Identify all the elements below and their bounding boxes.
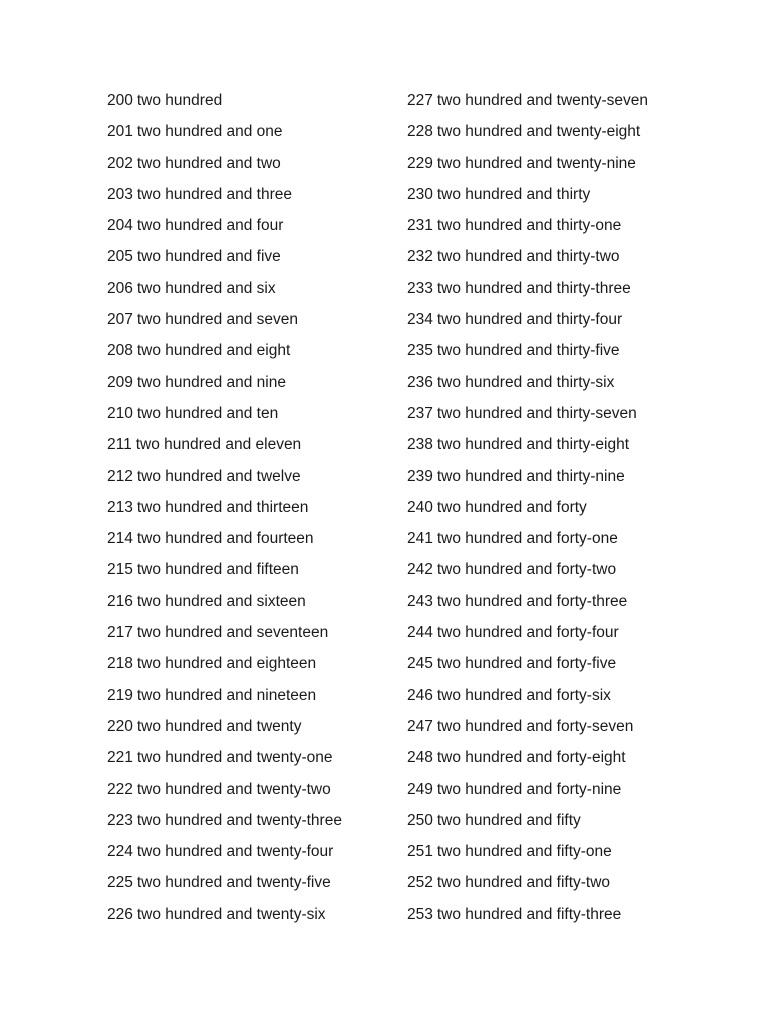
entry-words: two hundred and nineteen [136, 686, 317, 704]
entry-number: 247 [407, 717, 433, 735]
list-item [407, 90, 737, 121]
entry-words: two hundred [136, 92, 223, 109]
entry-words: two hundred and thirty-four [436, 311, 623, 329]
list-item [407, 716, 737, 747]
entry-number: 245 [407, 655, 433, 673]
entry-number: 219 [107, 686, 133, 704]
list-item [107, 497, 397, 528]
entry-words: two hundred and twenty-three [136, 811, 342, 829]
entry-number: 234 [407, 311, 433, 329]
list-item [107, 434, 397, 465]
entry-number: 229 [407, 154, 433, 172]
entry-words: two hundred and twenty-four [136, 843, 334, 861]
list-item [107, 184, 397, 215]
entry-number: 221 [107, 749, 133, 767]
entry-words: two hundred and twenty-five [136, 874, 331, 892]
entry-words: two hundred and twenty-seven [436, 92, 648, 109]
entry-words: two hundred and two [136, 154, 281, 172]
entry-number: 218 [107, 655, 133, 673]
entry-number: 225 [107, 874, 133, 892]
list-item [407, 841, 737, 872]
list-item [107, 747, 397, 778]
entry-number: 202 [107, 154, 133, 172]
entry-words: two hundred and twenty-two [136, 780, 331, 798]
entry-number: 231 [407, 217, 433, 235]
entry-words: two hundred and twenty [136, 717, 302, 735]
list-item [407, 810, 737, 841]
list-item [407, 904, 737, 935]
entry-number: 243 [407, 592, 433, 610]
entry-words: two hundred and forty-two [436, 561, 617, 579]
list-item [107, 403, 397, 434]
entry-number: 200 [107, 92, 133, 109]
entry-words: two hundred and twenty-six [136, 905, 326, 923]
list-item [107, 841, 397, 872]
entry-words: two hundred and eight [136, 342, 291, 360]
entry-number: 253 [407, 905, 433, 923]
list-item [407, 184, 737, 215]
list-item [107, 466, 397, 497]
list-item [107, 872, 397, 903]
entry-number: 246 [407, 686, 433, 704]
entry-words: two hundred and ten [136, 404, 279, 422]
list-item [407, 340, 737, 371]
list-item [407, 153, 737, 184]
entry-words: two hundred and forty [436, 498, 587, 516]
list-item [107, 591, 397, 622]
entry-number: 230 [407, 185, 433, 203]
list-item [107, 309, 397, 340]
entry-number: 250 [407, 811, 433, 829]
entry-words: two hundred and forty-one [436, 530, 618, 548]
list-item [407, 872, 737, 903]
list-item [107, 904, 397, 935]
entry-number: 214 [107, 530, 133, 548]
list-item [107, 153, 397, 184]
entry-words: two hundred and thirty-nine [436, 467, 625, 485]
entry-number: 217 [107, 624, 133, 642]
entry-number: 206 [107, 279, 133, 297]
entry-words: two hundred and three [136, 185, 292, 203]
entry-number: 240 [407, 498, 433, 516]
entry-words: two hundred and eighteen [136, 655, 317, 673]
entry-words: two hundred and fifty-three [436, 905, 622, 923]
list-item [107, 278, 397, 309]
number-list-left-column [107, 90, 397, 935]
entry-number: 203 [107, 185, 133, 203]
list-item [407, 653, 737, 684]
entry-words: two hundred and thirty-three [436, 279, 631, 297]
list-item [107, 215, 397, 246]
entry-number: 212 [107, 467, 133, 485]
entry-number: 207 [107, 311, 133, 329]
list-item [107, 121, 397, 152]
entry-number: 227 [407, 92, 433, 109]
list-item [107, 528, 397, 559]
entry-words: two hundred and thirty-seven [436, 404, 637, 422]
entry-words: two hundred and thirty-two [436, 248, 620, 266]
entry-words: two hundred and six [136, 279, 276, 297]
entry-words: two hundred and forty-nine [436, 780, 622, 798]
entry-number: 213 [107, 498, 133, 516]
entry-number: 204 [107, 217, 133, 235]
list-item [107, 90, 397, 121]
list-item [107, 685, 397, 716]
entry-words: two hundred and forty-eight [436, 749, 626, 767]
number-list-right-column [407, 90, 737, 935]
list-item [407, 215, 737, 246]
entry-words: two hundred and twenty-one [136, 749, 333, 767]
list-item [107, 653, 397, 684]
entry-words: two hundred and fifty-two [436, 874, 611, 892]
entry-words: two hundred and forty-six [436, 686, 611, 704]
entry-words: two hundred and thirty [436, 185, 591, 203]
entry-words: two hundred and thirty-one [436, 217, 622, 235]
entry-words: two hundred and fifty [436, 811, 581, 829]
entry-words: two hundred and twelve [136, 467, 301, 485]
list-item [407, 622, 737, 653]
entry-words: two hundred and seventeen [136, 624, 329, 642]
entry-words: two hundred and thirteen [136, 498, 309, 516]
entry-words: two hundred and seven [136, 311, 299, 329]
entry-number: 249 [407, 780, 433, 798]
list-item [107, 779, 397, 810]
entry-number: 242 [407, 561, 433, 579]
entry-number: 220 [107, 717, 133, 735]
list-item [407, 779, 737, 810]
list-item [407, 278, 737, 309]
entry-number: 235 [407, 342, 433, 360]
entry-number: 211 [107, 436, 132, 454]
entry-words: two hundred and eleven [135, 436, 302, 454]
entry-number: 209 [107, 373, 133, 391]
entry-number: 228 [407, 123, 433, 141]
entry-number: 248 [407, 749, 433, 767]
entry-number: 201 [107, 123, 133, 141]
list-item [107, 372, 397, 403]
list-item [107, 559, 397, 590]
entry-number: 210 [107, 404, 133, 422]
entry-number: 208 [107, 342, 133, 360]
entry-words: two hundred and fifty-one [436, 843, 612, 861]
entry-words: two hundred and twenty-nine [436, 154, 636, 172]
entry-number: 232 [407, 248, 433, 266]
entry-words: two hundred and four [136, 217, 284, 235]
list-item [407, 434, 737, 465]
entry-words: two hundred and thirty-eight [436, 436, 630, 454]
list-item [407, 372, 737, 403]
entry-words: two hundred and forty-four [436, 624, 619, 642]
entry-number: 223 [107, 811, 133, 829]
list-item [407, 497, 737, 528]
list-item [407, 528, 737, 559]
list-item [407, 121, 737, 152]
list-item [407, 466, 737, 497]
entry-number: 239 [407, 467, 433, 485]
list-item [407, 246, 737, 277]
entry-words: two hundred and fifteen [136, 561, 299, 579]
entry-number: 215 [107, 561, 133, 579]
entry-words: two hundred and fourteen [136, 530, 314, 548]
entry-number: 241 [407, 530, 433, 548]
entry-words: two hundred and forty-three [436, 592, 628, 610]
list-item [407, 309, 737, 340]
entry-number: 222 [107, 780, 133, 798]
entry-words: two hundred and forty-seven [436, 717, 634, 735]
list-item [407, 747, 737, 778]
list-item [407, 403, 737, 434]
entry-number: 244 [407, 624, 433, 642]
entry-number: 236 [407, 373, 433, 391]
entry-number: 226 [107, 905, 133, 923]
entry-words: two hundred and forty-five [436, 655, 617, 673]
entry-words: two hundred and thirty-five [436, 342, 620, 360]
entry-number: 233 [407, 279, 433, 297]
entry-words: two hundred and thirty-six [436, 373, 615, 391]
entry-number: 216 [107, 592, 133, 610]
list-item [407, 591, 737, 622]
list-item [107, 246, 397, 277]
entry-number: 252 [407, 874, 433, 892]
list-item [107, 810, 397, 841]
entry-number: 237 [407, 404, 433, 422]
list-item [107, 340, 397, 371]
entry-words: two hundred and twenty-eight [436, 123, 641, 141]
entry-number: 238 [407, 436, 433, 454]
entry-words: two hundred and one [136, 123, 283, 141]
list-item [407, 685, 737, 716]
entry-number: 224 [107, 843, 133, 861]
list-item [107, 622, 397, 653]
entry-words: two hundred and sixteen [136, 592, 306, 610]
entry-words: two hundred and five [136, 248, 281, 266]
list-item [107, 716, 397, 747]
entry-words: two hundred and nine [136, 373, 286, 391]
entry-number: 251 [407, 843, 433, 861]
list-item [407, 559, 737, 590]
entry-number: 205 [107, 248, 133, 266]
